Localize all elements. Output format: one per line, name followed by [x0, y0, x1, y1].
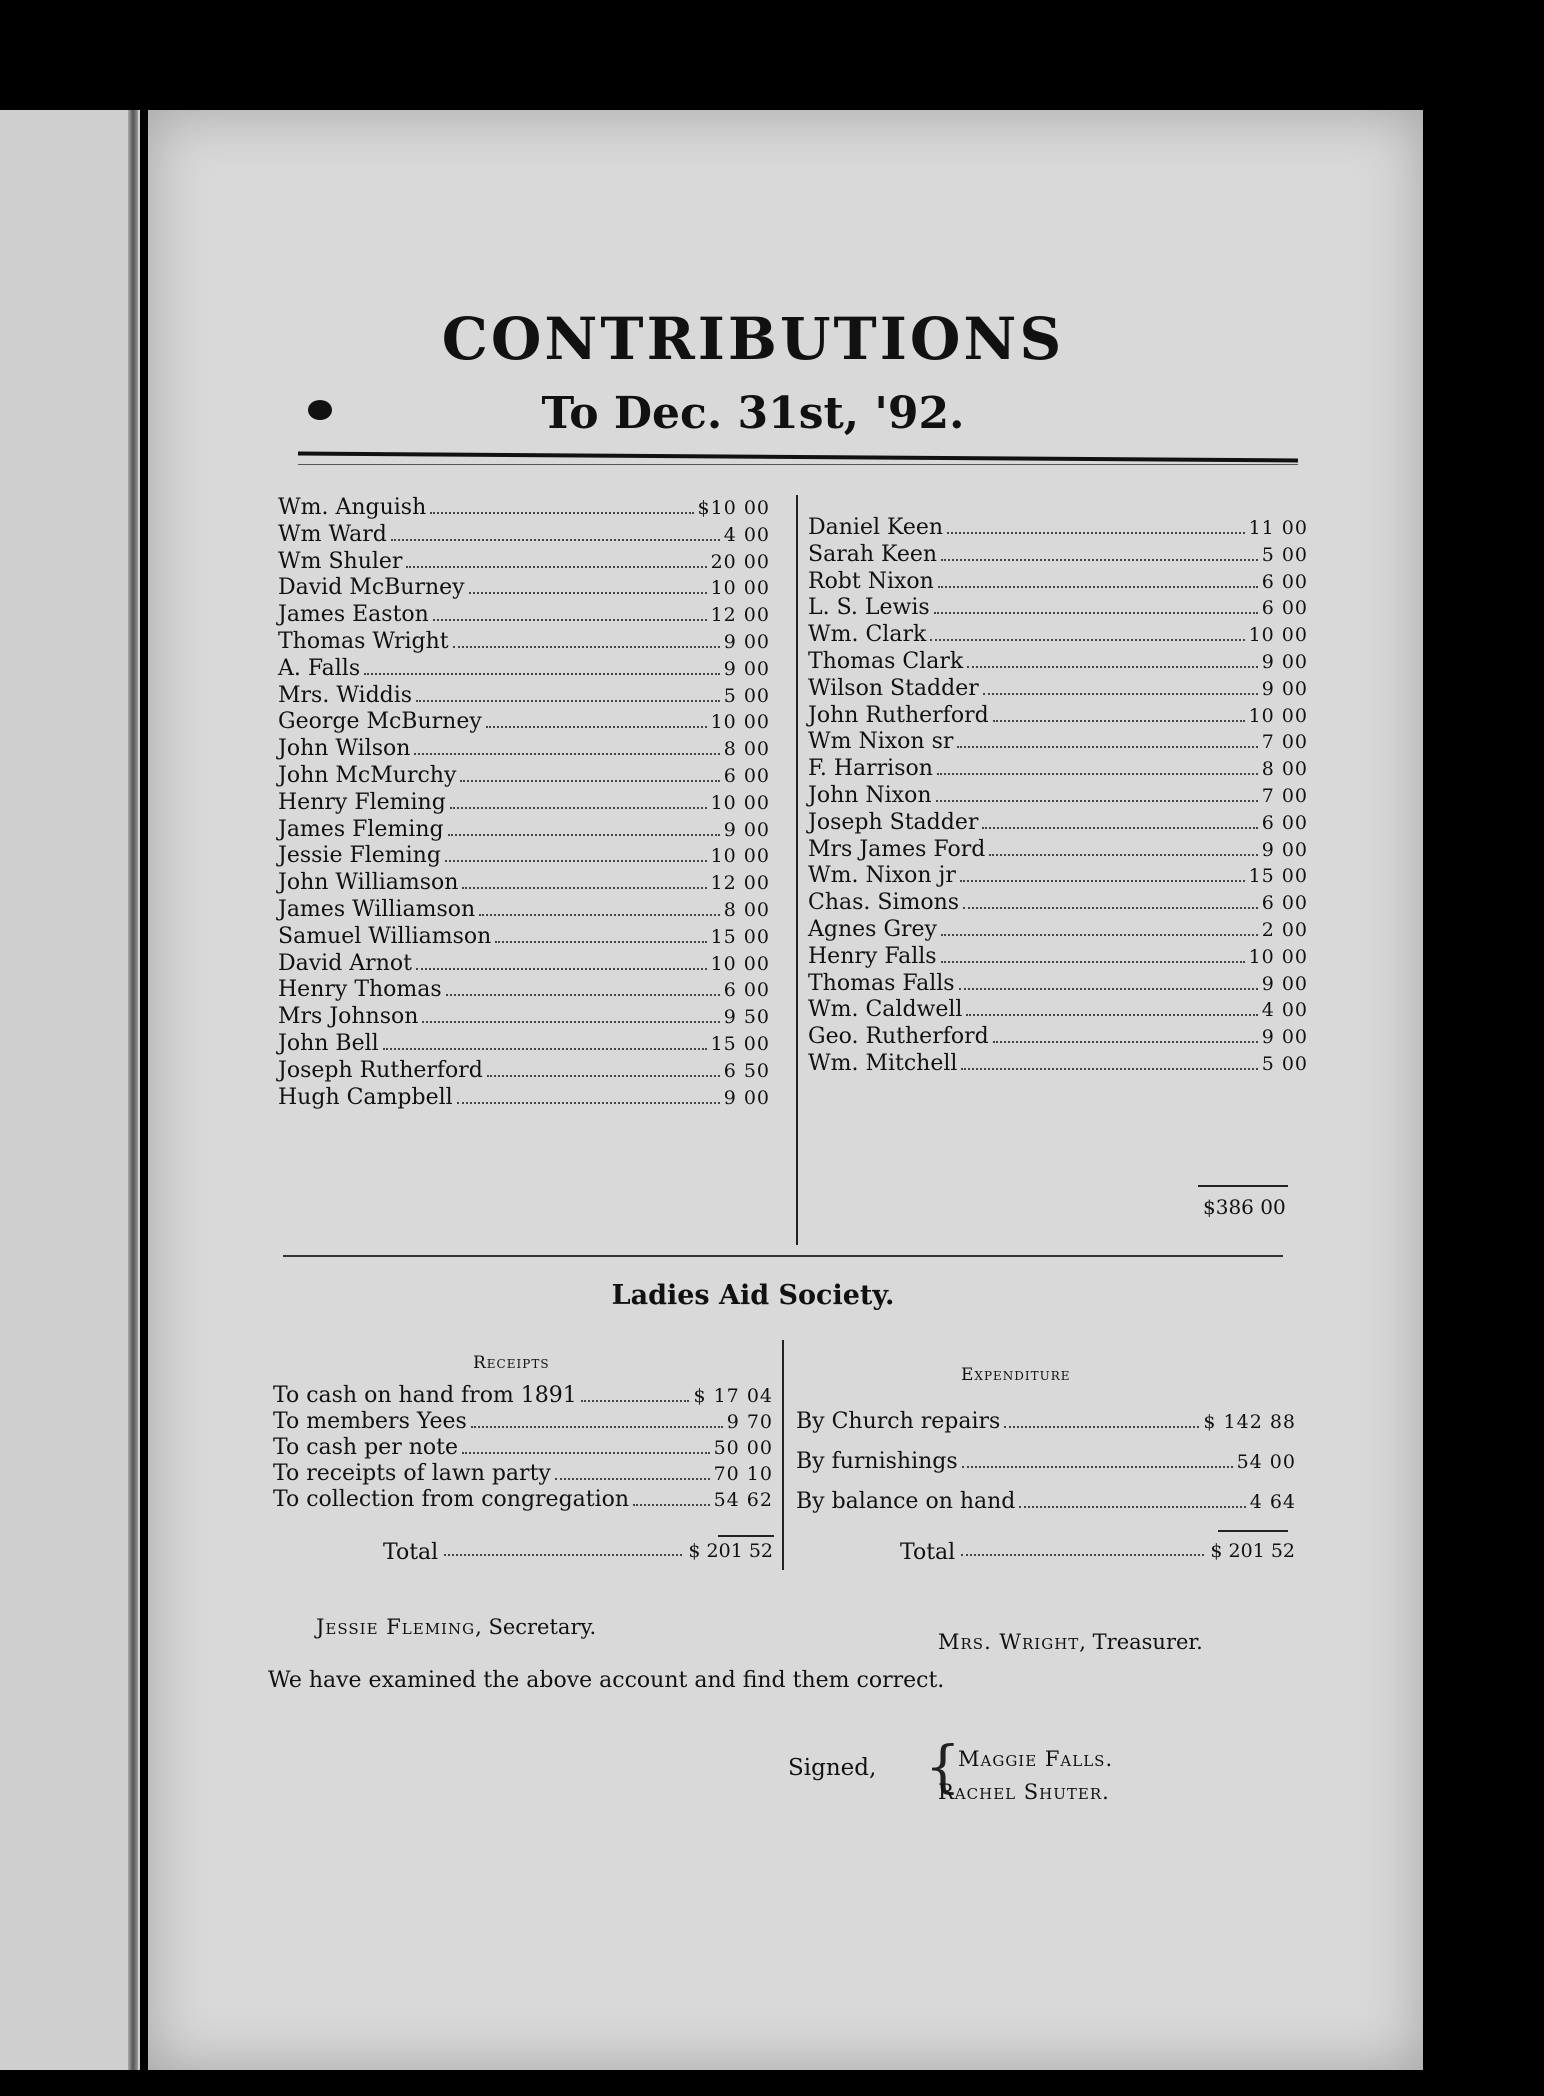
ledger-row [273, 1383, 773, 1409]
ledger-name: Sarah Keen [808, 541, 938, 567]
leader-dots [416, 954, 707, 970]
ledger-name: John Williamson [278, 870, 459, 896]
leader-dots [941, 545, 1258, 561]
ledger-name: Robt Nixon [808, 568, 934, 594]
expenditure-total-rule [1218, 1530, 1288, 1532]
ledger-name: Joseph Stadder [808, 809, 979, 835]
contributions-total: $386 00 [1203, 1195, 1286, 1219]
ledger-amount: 6 00 [723, 979, 770, 1002]
ledger-name: Samuel Williamson [278, 923, 492, 949]
leader-dots [581, 1386, 690, 1402]
treasurer-name: Mrs. Wright [938, 1630, 1080, 1654]
brace: { [925, 1735, 961, 1800]
ledger-amount: 10 00 [1248, 624, 1308, 647]
ledger-row [808, 542, 1308, 569]
ledger-name: Wilson Stadder [808, 675, 979, 701]
ledger-row [808, 863, 1308, 890]
leader-dots [959, 974, 1258, 990]
ledger-amount: 10 00 [710, 845, 770, 868]
ledger-row [808, 729, 1308, 756]
leader-dots [495, 927, 706, 943]
ledger-amount: 50 00 [713, 1437, 773, 1459]
ledger-amount: 6 00 [1261, 597, 1308, 620]
ledger-amount: 9 70 [726, 1411, 773, 1433]
ledger-row [278, 709, 770, 736]
ledger-row [278, 1004, 770, 1031]
ledger-name: Wm. Caldwell [808, 997, 963, 1023]
ledger-amount: 11 00 [1248, 517, 1308, 539]
ledger-amount: 9 00 [1261, 650, 1308, 673]
leader-dots [937, 759, 1258, 775]
heading-rule [298, 452, 1298, 463]
leader-dots [433, 605, 707, 621]
leader-dots [962, 1452, 1233, 1468]
leader-dots [462, 1438, 710, 1454]
ledger-row [278, 897, 770, 924]
ledger-amount: 9 00 [723, 818, 770, 841]
treasurer-signature [938, 1630, 1203, 1654]
ledger-amount: 10 00 [710, 952, 770, 975]
section-rule [283, 1255, 1283, 1257]
ledger-amount: 54 62 [713, 1489, 773, 1511]
ledger-name: Chas. Simons [808, 890, 960, 916]
signatory-2: Rachel Shuter. [938, 1780, 1110, 1804]
ledger-amount: 70 10 [713, 1463, 773, 1485]
expenditure-list [796, 1402, 1296, 1522]
ledger-row [808, 971, 1308, 998]
expenditure-total-row [900, 1540, 1295, 1565]
heading-rule-thin [298, 464, 1298, 465]
expenditure-total-label: Total [900, 1540, 956, 1565]
ledger-name: Henry Thomas [278, 977, 442, 1003]
leader-dots [555, 1464, 710, 1480]
ledger-row [796, 1482, 1296, 1522]
leader-dots [422, 1007, 719, 1023]
leader-dots [430, 498, 693, 514]
ledger-name: Mrs. Widdis [278, 682, 413, 708]
document-page [148, 110, 1423, 2070]
leader-dots [941, 920, 1258, 936]
ledger-row [808, 649, 1308, 676]
ledger-name: Thomas Wright [278, 628, 449, 654]
ledger-row [808, 515, 1308, 542]
ledger-name: John Rutherford [808, 702, 989, 728]
leader-dots [471, 1412, 723, 1428]
leader-dots [936, 786, 1258, 802]
leader-dots [938, 572, 1258, 588]
leader-dots [967, 652, 1258, 668]
ledger-amount: 10 00 [710, 791, 770, 814]
ledger-row [808, 997, 1308, 1024]
ledger-name: A. Falls [278, 655, 361, 681]
ledger-amount: 5 00 [723, 684, 770, 707]
leader-dots [445, 846, 707, 862]
ledger-row [808, 1024, 1308, 1051]
ledger-amount: 4 00 [1261, 999, 1308, 1022]
ledger-amount: 6 00 [1261, 892, 1308, 915]
page-fold [128, 110, 138, 2070]
leader-dots [930, 625, 1244, 641]
ledger-name: Hugh Campbell [278, 1084, 453, 1110]
ledger-amount: 54 00 [1236, 1451, 1296, 1473]
ledger-row [808, 944, 1308, 971]
ledger-amount: 15 00 [710, 1032, 770, 1055]
ledger-row [808, 595, 1308, 622]
ledger-name: By furnishings [796, 1449, 958, 1474]
ledger-amount: $ 17 04 [693, 1385, 773, 1407]
ledger-name: Henry Fleming [278, 789, 446, 815]
leader-dots [487, 1061, 720, 1077]
total-rule [1198, 1185, 1288, 1187]
ledger-row [808, 1051, 1308, 1078]
ledger-amount: 15 00 [710, 925, 770, 948]
treasurer-role: , Treasurer. [1079, 1630, 1203, 1654]
leader-dots [957, 732, 1257, 748]
ledger-name: Henry Falls [808, 943, 937, 969]
ledger-row [796, 1402, 1296, 1442]
ledger-amount: 2 00 [1261, 918, 1308, 941]
ledger-amount: 12 00 [710, 604, 770, 627]
leader-dots [989, 840, 1257, 856]
leader-dots [486, 712, 707, 728]
ledger-amount: 6 00 [1261, 811, 1308, 834]
leader-dots [1004, 1412, 1199, 1428]
leader-dots [993, 1027, 1258, 1043]
leader-dots [406, 552, 706, 568]
ledger-amount: 9 00 [1261, 677, 1308, 700]
ledger-amount: 10 00 [710, 711, 770, 734]
ledger-amount: 7 00 [1261, 784, 1308, 807]
ledger-name: L. S. Lewis [808, 595, 930, 621]
ledger-name: By Church repairs [796, 1409, 1001, 1434]
leader-dots [983, 679, 1258, 695]
ledger-amount: 9 00 [723, 1086, 770, 1109]
expenditure-total-amount: $ 201 52 [1210, 1540, 1295, 1562]
ledger-amount: 6 50 [723, 1059, 770, 1082]
ledger-amount: 8 00 [723, 898, 770, 921]
receipts-total-label: Total [383, 1540, 439, 1565]
ledger-amount: 6 00 [723, 764, 770, 787]
ledger-row [808, 810, 1308, 837]
ledger-name: Daniel Keen [808, 515, 944, 540]
ledger-name: John Bell [278, 1030, 379, 1056]
ledger-row [278, 843, 770, 870]
ledger-name: Thomas Clark [808, 648, 964, 674]
ledger-row [278, 522, 770, 549]
ledger-row [273, 1409, 773, 1435]
ledger-amount: 8 00 [723, 738, 770, 761]
ledger-row [278, 1031, 770, 1058]
ledger-amount: 10 00 [1248, 945, 1308, 968]
ledger-amount: 9 00 [723, 657, 770, 680]
ledger-row [278, 1058, 770, 1085]
ledger-row [808, 890, 1308, 917]
ledger-row [808, 783, 1308, 810]
leader-dots [963, 893, 1258, 909]
ledger-name: To cash on hand from 1891 [273, 1383, 577, 1408]
ledger-amount: 5 00 [1261, 1052, 1308, 1075]
society-divider [782, 1340, 784, 1570]
page-title: CONTRIBUTIONS [441, 305, 1065, 373]
ledger-name: To collection from congregation [273, 1487, 630, 1512]
ledger-amount: 10 00 [1248, 704, 1308, 727]
ledger-row [278, 924, 770, 951]
ledger-amount: 9 00 [1261, 972, 1308, 995]
secretary-signature [316, 1615, 596, 1639]
ledger-name: Wm. Nixon jr [808, 863, 956, 889]
ledger-name: By balance on hand [796, 1489, 1016, 1514]
ledger-amount: 20 00 [710, 550, 770, 573]
ledger-name: Joseph Rutherford [278, 1057, 483, 1083]
leader-dots [947, 518, 1245, 534]
society-heading: Ladies Aid Society. [611, 1280, 895, 1311]
leader-dots [460, 766, 719, 782]
contributions-right-column [808, 515, 1308, 1078]
ledger-amount: 12 00 [710, 872, 770, 895]
ledger-row [278, 656, 770, 683]
ledger-row [808, 703, 1308, 730]
ledger-amount: 8 00 [1261, 758, 1308, 781]
ledger-amount: 6 00 [1261, 570, 1308, 593]
previous-page-edge [0, 110, 140, 2070]
ledger-amount: 5 00 [1261, 543, 1308, 566]
ledger-row [278, 575, 770, 602]
receipts-list [273, 1383, 773, 1513]
ledger-name: Wm Ward [278, 521, 387, 547]
leader-dots [453, 632, 720, 648]
ledger-row [278, 602, 770, 629]
ledger-amount: 4 00 [723, 523, 770, 546]
leader-dots [993, 706, 1245, 722]
ledger-row [278, 629, 770, 656]
leader-dots [633, 1490, 710, 1506]
signatory-1: Maggie Falls. [958, 1747, 1114, 1771]
leader-dots [941, 947, 1245, 963]
leader-dots [383, 1034, 707, 1050]
ledger-name: Agnes Grey [808, 916, 937, 942]
receipts-total-amount: $ 201 52 [688, 1540, 773, 1562]
ledger-name: Mrs James Ford [808, 836, 986, 862]
ledger-amount: 9 50 [723, 1006, 770, 1029]
leader-dots [457, 1088, 720, 1104]
column-divider [796, 495, 798, 1245]
ledger-name: Wm. Mitchell [808, 1050, 958, 1076]
ledger-row [808, 756, 1308, 783]
ledger-name: John Nixon [808, 782, 932, 808]
ledger-amount: 4 64 [1249, 1491, 1296, 1513]
ledger-amount: 15 00 [1248, 865, 1308, 888]
ledger-name: Jessie Fleming [278, 843, 441, 869]
contributions-left-column [278, 495, 770, 1111]
ledger-name: John Wilson [278, 736, 411, 762]
audit-statement: We have examined the above account and find them correct. [268, 1668, 945, 1693]
ledger-name: Geo. Rutherford [808, 1024, 989, 1050]
ledger-name: George McBurney [278, 709, 482, 735]
ledger-name: F. Harrison [808, 756, 933, 782]
ledger-amount: 9 00 [1261, 838, 1308, 861]
ledger-name: James Easton [278, 602, 429, 628]
leader-dots [446, 980, 720, 996]
ledger-row [273, 1487, 773, 1513]
signed-label: Signed, [788, 1755, 877, 1781]
ledger-row [278, 977, 770, 1004]
receipts-heading: Receipts [473, 1353, 550, 1373]
ledger-row [273, 1461, 773, 1487]
leader-dots [364, 659, 720, 675]
secretary-name: Jessie Fleming [316, 1615, 476, 1639]
leader-dots [934, 598, 1258, 614]
leader-dots [982, 813, 1257, 829]
ledger-row [278, 495, 770, 522]
leader-dots [450, 793, 707, 809]
expenditure-heading: Expenditure [961, 1365, 1071, 1385]
ledger-name: To cash per note [273, 1435, 458, 1460]
ledger-name: Thomas Falls [808, 970, 955, 996]
ledger-amount: 9 00 [1261, 1026, 1308, 1049]
receipts-total-row [383, 1540, 773, 1565]
ledger-row [278, 790, 770, 817]
ledger-name: Wm. Anguish [278, 495, 427, 520]
ledger-row [796, 1442, 1296, 1482]
leader-dots [966, 1000, 1257, 1016]
ledger-row [278, 549, 770, 576]
ledger-name: Wm. Clark [808, 622, 927, 648]
ledger-name: James Williamson [278, 896, 476, 922]
ledger-row [808, 676, 1308, 703]
ledger-row [273, 1435, 773, 1461]
ledger-name: Mrs Johnson [278, 1004, 419, 1030]
receipts-total-rule [718, 1535, 774, 1537]
leader-dots [961, 1054, 1257, 1070]
leader-dots [1019, 1492, 1245, 1508]
leader-dots [416, 686, 720, 702]
ledger-row [278, 817, 770, 844]
secretary-role: , Secretary. [475, 1615, 597, 1639]
ledger-amount: $10 00 [697, 497, 770, 519]
ink-blot [308, 400, 332, 420]
ledger-name: John McMurchy [278, 762, 457, 788]
leader-dots [448, 820, 720, 836]
ledger-amount: 9 00 [723, 630, 770, 653]
ledger-row [808, 917, 1308, 944]
ledger-row [278, 870, 770, 897]
leader-dots [462, 873, 706, 889]
ledger-amount: $ 142 88 [1203, 1411, 1296, 1433]
ledger-row [278, 951, 770, 978]
ledger-row [808, 569, 1308, 596]
ledger-name: To receipts of lawn party [273, 1461, 551, 1486]
ledger-row [278, 683, 770, 710]
ledger-name: David Arnot [278, 950, 412, 976]
ledger-name: David McBurney [278, 575, 465, 601]
ledger-row [278, 763, 770, 790]
ledger-name: James Fleming [278, 816, 444, 842]
leader-dots [479, 900, 720, 916]
page-subtitle: To Dec. 31st, '92. [541, 388, 965, 439]
ledger-row [278, 1085, 770, 1112]
ledger-row [808, 837, 1308, 864]
leader-dots [391, 525, 720, 541]
ledger-row [808, 622, 1308, 649]
leader-dots [960, 866, 1245, 882]
ledger-amount: 10 00 [710, 577, 770, 600]
ledger-amount: 7 00 [1261, 731, 1308, 754]
ledger-name: Wm Nixon sr [808, 729, 954, 755]
ledger-name: Wm Shuler [278, 548, 403, 574]
leader-dots [414, 739, 719, 755]
ledger-name: To members Yees [273, 1409, 467, 1434]
ledger-row [278, 736, 770, 763]
leader-dots [469, 578, 707, 594]
